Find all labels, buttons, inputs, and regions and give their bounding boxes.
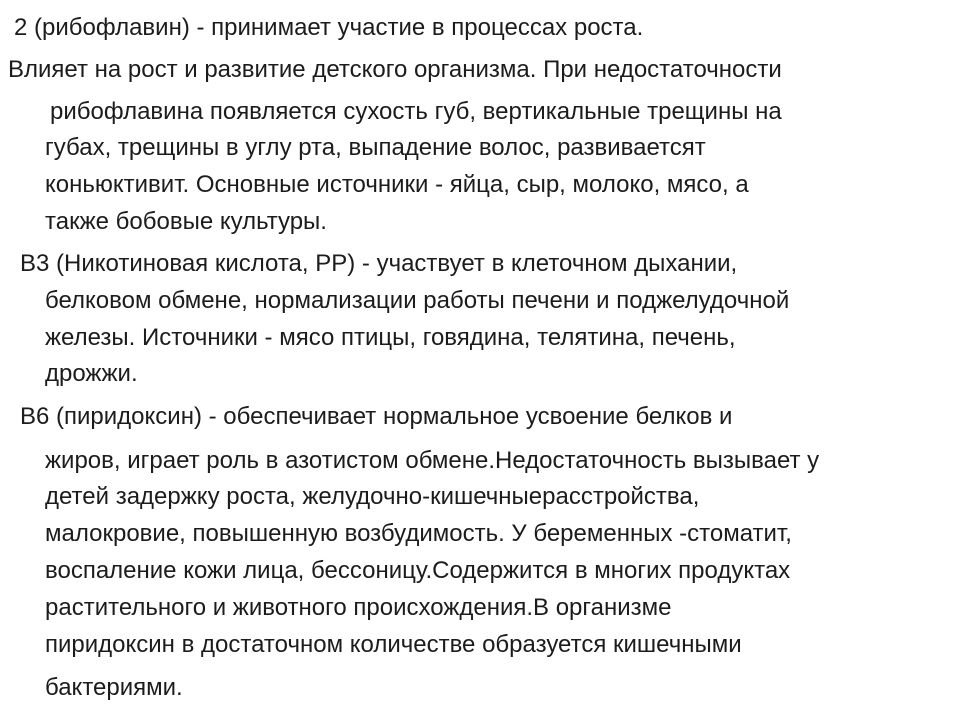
text-line: пиридоксин в достаточном количестве образуется кишечными: [45, 631, 742, 658]
text-line: железы. Источники - мясо птицы, говядина, телятина, печень,: [45, 324, 736, 351]
text-line: Влияет на рост и развитие детского организма. При недостаточности: [8, 56, 782, 83]
text-line: жиров, играет роль в азотистом обмене.Недостаточность вызывает у: [45, 447, 820, 474]
text-line: дрожжи.: [45, 360, 138, 387]
text-line: 2 (рибофлавин) - принимает участие в процессах роста.: [14, 14, 644, 41]
text-line: рибофлавина появляется сухость губ, вертикальные трещины на: [50, 98, 782, 125]
text-line: бактериями.: [45, 674, 183, 701]
text-line: также бобовые культуры.: [45, 208, 327, 235]
text-line: В6 (пиридоксин) - обеспечивает нормальное усвоение белков и: [20, 403, 733, 430]
text-line: губах, трещины в углу рта, выпадение волос, развиваетсят: [45, 134, 706, 161]
text-line: В3 (Никотиновая кислота, РР) - участвует в клеточном дыхании,: [20, 250, 738, 277]
text-line: воспаление кожи лица, бессоницу.Содержится в многих продуктах: [45, 557, 791, 584]
text-line: белковом обмене, нормализации работы печени и поджелудочной: [45, 287, 790, 314]
text-line: коньюктивит. Основные источники - яйца, сыр, молоко, мясо, а: [45, 171, 749, 198]
text-line: детей задержку роста, желудочно-кишечныерасстройства,: [45, 483, 700, 510]
text-line: малокровие, повышенную возбудимость. У беременных -стоматит,: [45, 520, 792, 547]
text-line: растительного и животного происхождения.В организме: [45, 594, 672, 621]
